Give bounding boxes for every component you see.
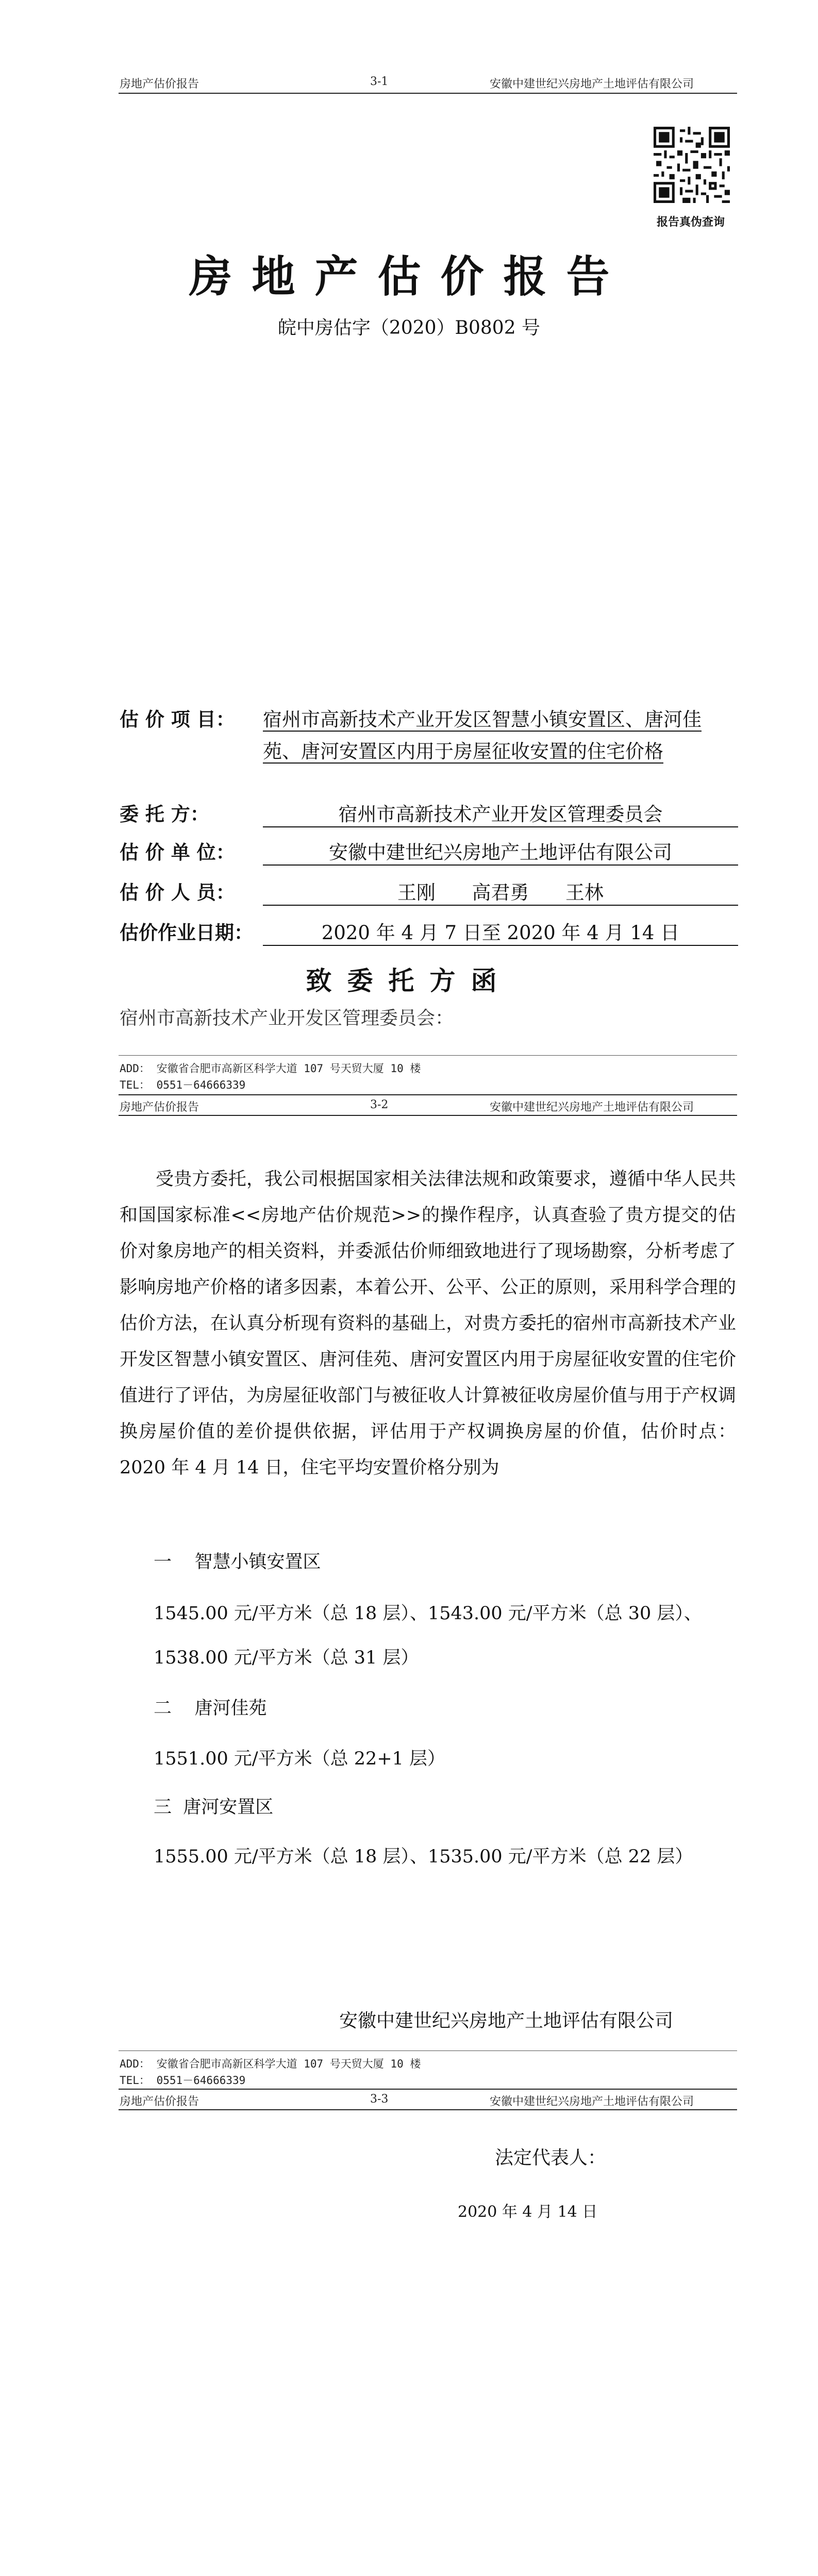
appraisal-unit-label: 估 价 单 位： [120, 841, 235, 863]
price-section-heading: 二 唐河佳苑 [154, 1698, 267, 1719]
page-break-rule [119, 2089, 737, 2090]
project-value [263, 704, 738, 768]
qr-code-icon[interactable] [654, 127, 730, 203]
page-number: 3-2 [370, 1098, 389, 1111]
appraisal-unit-value-text: 安徽中建世纪兴房地产土地评估有限公司 [329, 841, 672, 863]
footer-rule [119, 1055, 737, 1056]
page-number: 3-3 [370, 2093, 389, 2106]
price-line: 1538.00 元/平方米（总 31 层） [154, 1648, 419, 1668]
client-value [263, 799, 738, 827]
price-section-heading: 三 唐河安置区 [154, 1797, 274, 1818]
page-header-left: 房地产估价报告 [120, 2095, 199, 2108]
page-header-right: 安徽中建世纪兴房地产土地评估有限公司 [490, 2095, 694, 2108]
project-value-text: 宿州市高新技术产业开发区智慧小镇安置区、唐河佳苑、唐河安置区内用于房屋征收安置的住宅价格 [263, 708, 702, 762]
letter-body: 受贵方委托，我公司根据国家相关法律法规和政策要求，遵循中华人民共和国国家标准<<房地产估价规范>>的操作程序，认真查验了贵方提交的估价对象房地产的相关资料，并委派估价师细致地进行了现场勘察，分析考虑了影响房地产价格的诸多因素，本着公开、公平、公正的原则，采用科学合理的估价方法，在认真分析现有资料的基础上，对贵方委托的宿州市高新技术产业开发区智慧小镇安置区、唐河佳苑、唐河安置区内用于房屋征收安置的住宅价值进行了评估，为房屋征收部门与被征收人计算被征收房屋价值与用于产权调换房屋价值的差价提供依据，评估用于产权调换房屋的价值，估价时点：2020 年 4 月 14 日，住宅平均安置价格分别为 [120, 1169, 736, 1478]
client-value-text: 宿州市高新技术产业开发区管理委员会 [338, 803, 663, 825]
client-label: 委 托 方： [120, 803, 209, 825]
page-header-left: 房地产估价报告 [120, 1101, 199, 1114]
letter-title: 致委托方函 [306, 965, 512, 996]
work-date-value [263, 917, 738, 946]
report-title: 房地产估价报告 [189, 251, 629, 302]
project-label: 估 价 项 目： [120, 708, 235, 731]
footer-phone: TEL： 0551－64666339 [120, 2074, 246, 2087]
price-section-heading: 一 智慧小镇安置区 [154, 1552, 321, 1572]
work-date-value-text: 2020 年 4 月 7 日至 2020 年 4 月 14 日 [321, 922, 680, 944]
footer-phone: TEL： 0551－64666339 [120, 1079, 246, 1091]
appraisers-value [263, 877, 738, 906]
page-header-right: 安徽中建世纪兴房地产土地评估有限公司 [490, 1101, 694, 1114]
appraisal-unit-value [263, 837, 738, 866]
company-signature: 安徽中建世纪兴房地产土地评估有限公司 [339, 2010, 674, 2031]
report-number: 皖中房估字（2020）B0802 号 [277, 317, 541, 338]
appraisers-value-text: 王刚 高君勇 王林 [397, 882, 604, 904]
page-number: 3-1 [370, 75, 389, 88]
page-break-rule [119, 1094, 737, 1095]
header-rule [119, 93, 737, 94]
letter-greeting: 宿州市高新技术产业开发区管理委员会： [120, 1008, 454, 1029]
price-line: 1545.00 元/平方米（总 18 层）、1543.00 元/平方米（总 30 层）、 [154, 1603, 702, 1624]
header-rule [119, 2109, 737, 2110]
footer-address: ADD： 安徽省合肥市高新区科学大道 107 号天贸大厦 10 楼 [120, 1062, 421, 1075]
header-rule [119, 1115, 737, 1116]
price-line: 1555.00 元/平方米（总 18 层）、1535.00 元/平方米（总 22 层） [154, 1846, 693, 1867]
footer-rule [119, 2050, 737, 2051]
appraisers-label: 估 价 人 员： [120, 881, 235, 904]
footer-address: ADD： 安徽省合肥市高新区科学大道 107 号天贸大厦 10 楼 [120, 2058, 421, 2070]
legal-representative: 法定代表人： [495, 2147, 607, 2168]
letter-date: 2020 年 4 月 14 日 [458, 2203, 598, 2221]
page-header-right: 安徽中建世纪兴房地产土地评估有限公司 [490, 78, 694, 91]
price-line: 1551.00 元/平方米（总 22+1 层） [154, 1749, 446, 1769]
qr-caption: 报告真伪查询 [656, 215, 725, 229]
page-header-left: 房地产估价报告 [120, 78, 199, 91]
work-date-label: 估价作业日期： [120, 921, 253, 944]
